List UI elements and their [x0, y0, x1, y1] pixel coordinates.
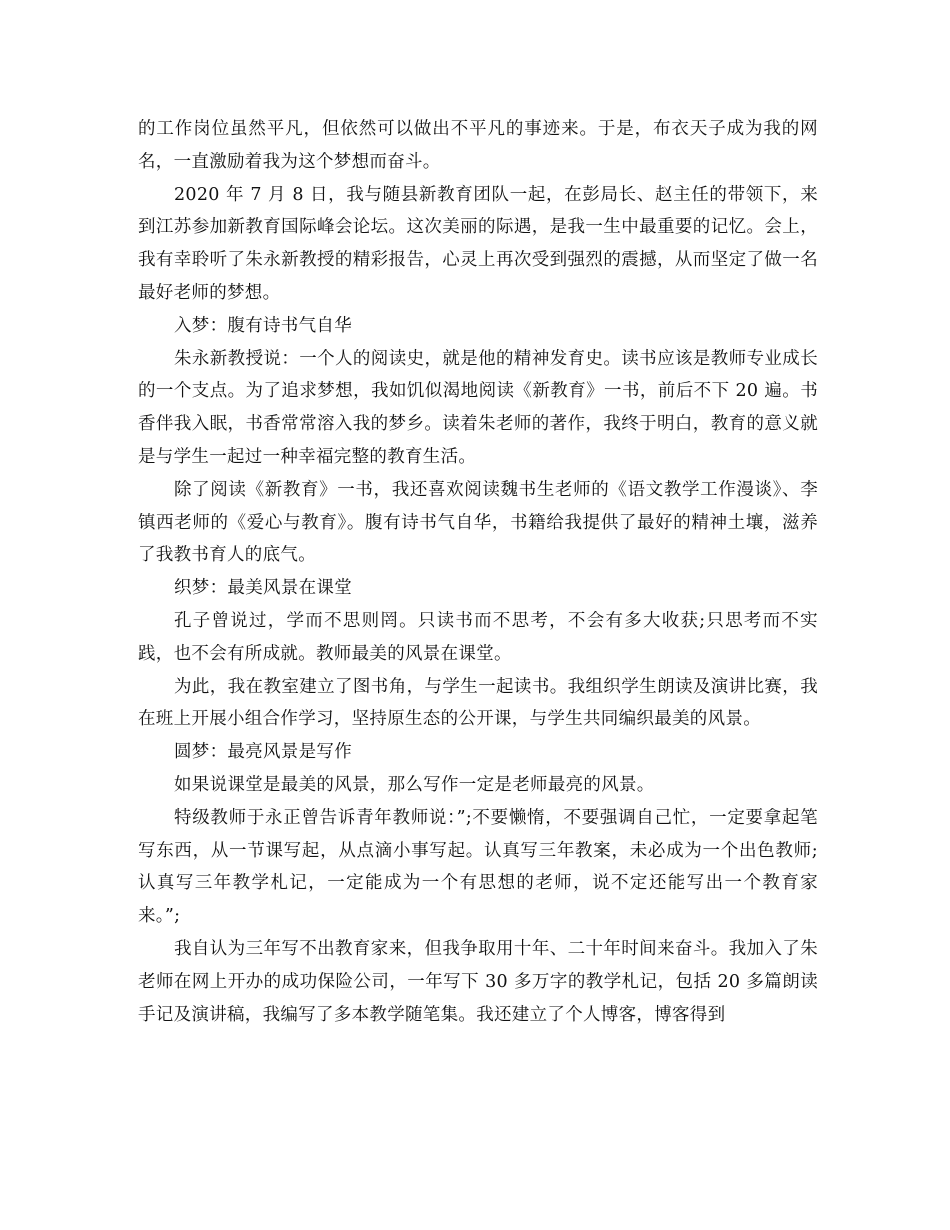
section-heading-rumeng: 入梦：腹有诗书气自华 — [174, 315, 352, 336]
paragraph-self-effort: 我自认为三年写不出教育家来，但我争取用十年、二十年时间来奋斗。我加入了朱老师在网上开办的成功保险公司，一年写下 30 多万字的教学札记，包括 20 多篇朗读手记及演讲稿，我编写了多本教学随笔集。我还建立了个人博客，博客得到 — [138, 938, 818, 1025]
document-body — [138, 113, 818, 1031]
paragraph-classroom: 为此，我在教室建立了图书角，与学生一起读书。我组织学生朗读及演讲比赛，我在班上开展小组合作学习，坚持原生态的公开课，与学生共同编织最美的风景。 — [138, 676, 818, 730]
paragraph-reading-history: 朱永新教授说：一个人的阅读史，就是他的精神发育史。读书应该是教师专业成长的一个支点。为了追求梦想，我如饥似渴地阅读《新教育》一书，前后不下 20 遍。书香伴我入眠，书香常常溶入我的梦乡。读着朱老师的著作，我终于明白，教育的意义就是与学生一起过一种幸福完整的教育生活。 — [138, 348, 818, 467]
section-heading-yuanmeng: 圆梦：最亮风景是写作 — [174, 742, 352, 763]
section-heading-zhimeng: 织梦：最美风景在课堂 — [174, 578, 352, 599]
paragraph-conference: 2020 年 7 月 8 日，我与随县新教育团队一起，在彭局长、赵主任的带领下，来到江苏参加新教育国际峰会论坛。这次美丽的际遇，是我一生中最重要的记忆。会上，我有幸聆听了朱永新教授的精彩报告，心灵上再次受到强烈的震撼，从而坚定了做一名最好老师的梦想。 — [138, 184, 818, 303]
paragraph-yu-yongzheng: 特级教师于永正曾告诉青年教师说：”;不要懒惰，不要强调自己忙，一定要拿起笔写东西，从一节课写起，从点滴小事写起。认真写三年教案，未必成为一个出色教师;认真写三年教学札记，一定能成为一个有思想的老师，说不定还能写出一个教育家来。”; — [138, 807, 818, 927]
paragraph-continuation: 的工作岗位虽然平凡，但依然可以做出不平凡的事迹来。于是，布衣天子成为我的网名，一直激励着我为这个梦想而奋斗。 — [138, 119, 818, 172]
paragraph-confucius: 孔子曾说过，学而不思则罔。只读书而不思考，不会有多大收获;只思考而不实践，也不会有所成就。教师最美的风景在课堂。 — [138, 610, 818, 664]
paragraph-writing-scenery: 如果说课堂是最美的风景，那么写作一定是老师最亮的风景。 — [174, 774, 655, 795]
paragraph-other-books: 除了阅读《新教育》一书，我还喜欢阅读魏书生老师的《语文教学工作漫谈》、李镇西老师的《爱心与教育》。腹有诗书气自华，书籍给我提供了最好的精神土壤，滋养了我教书育人的底气。 — [138, 479, 818, 566]
